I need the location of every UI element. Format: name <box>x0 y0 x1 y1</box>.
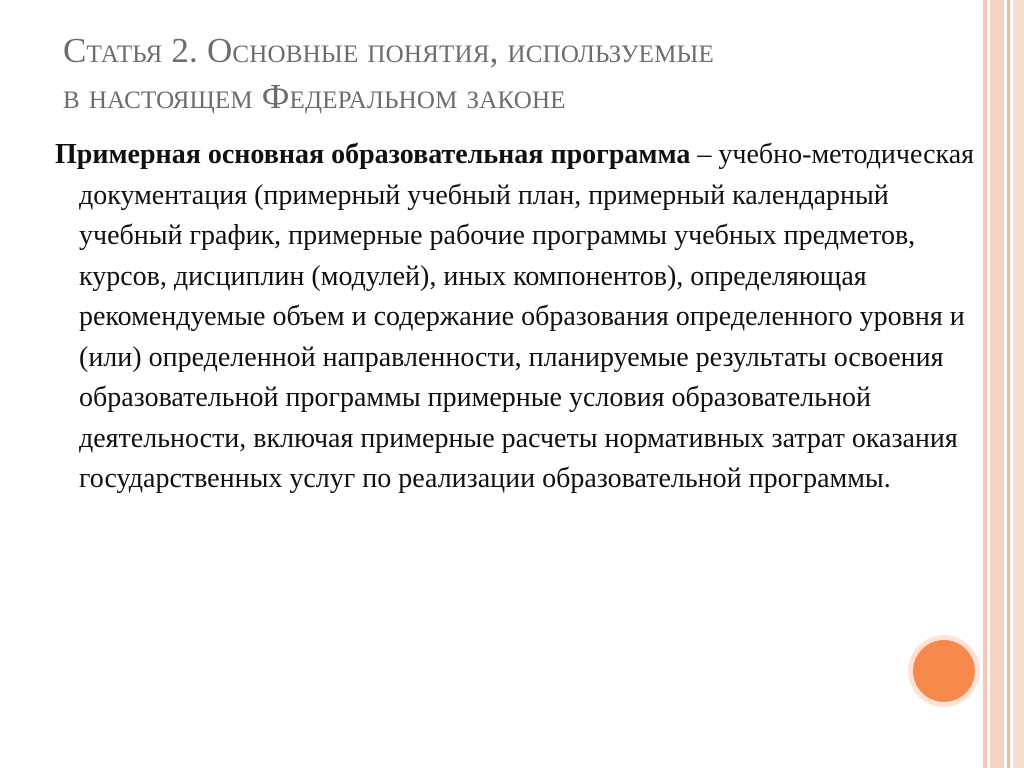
definition-separator: – <box>690 139 719 170</box>
decorative-stripe <box>983 0 987 768</box>
decorative-stripe <box>1007 0 1010 768</box>
definition-block <box>55 135 975 500</box>
slide-title <box>63 28 963 120</box>
definition-paragraph <box>55 135 975 500</box>
definition-term: Примерная основная образовательная программа <box>55 139 691 170</box>
decorative-circle <box>913 640 975 702</box>
decorative-stripe <box>1013 0 1024 768</box>
decorative-stripe <box>990 0 1004 768</box>
slide-title-line-2: в настоящем Федеральном законе <box>63 77 566 116</box>
slide-title-line-1: Статья 2. Основные понятия, используемые <box>63 31 715 70</box>
definition-text: учебно-методическая документация (примерный учебный план, примерный календарный учебный график, примерные рабочие программы учебных предметов, курсов, дисциплин (модулей), иных компонентов), определяющая рекомендуемые объем и содержание образования определенного уровня и (или) определенной направленности, планируемые результаты освоения образовательной программы примерные условия образовательной деятельности, включая примерные расчеты нормативных затрат оказания государственных услуг по реализации образовательной программы. <box>79 139 975 494</box>
